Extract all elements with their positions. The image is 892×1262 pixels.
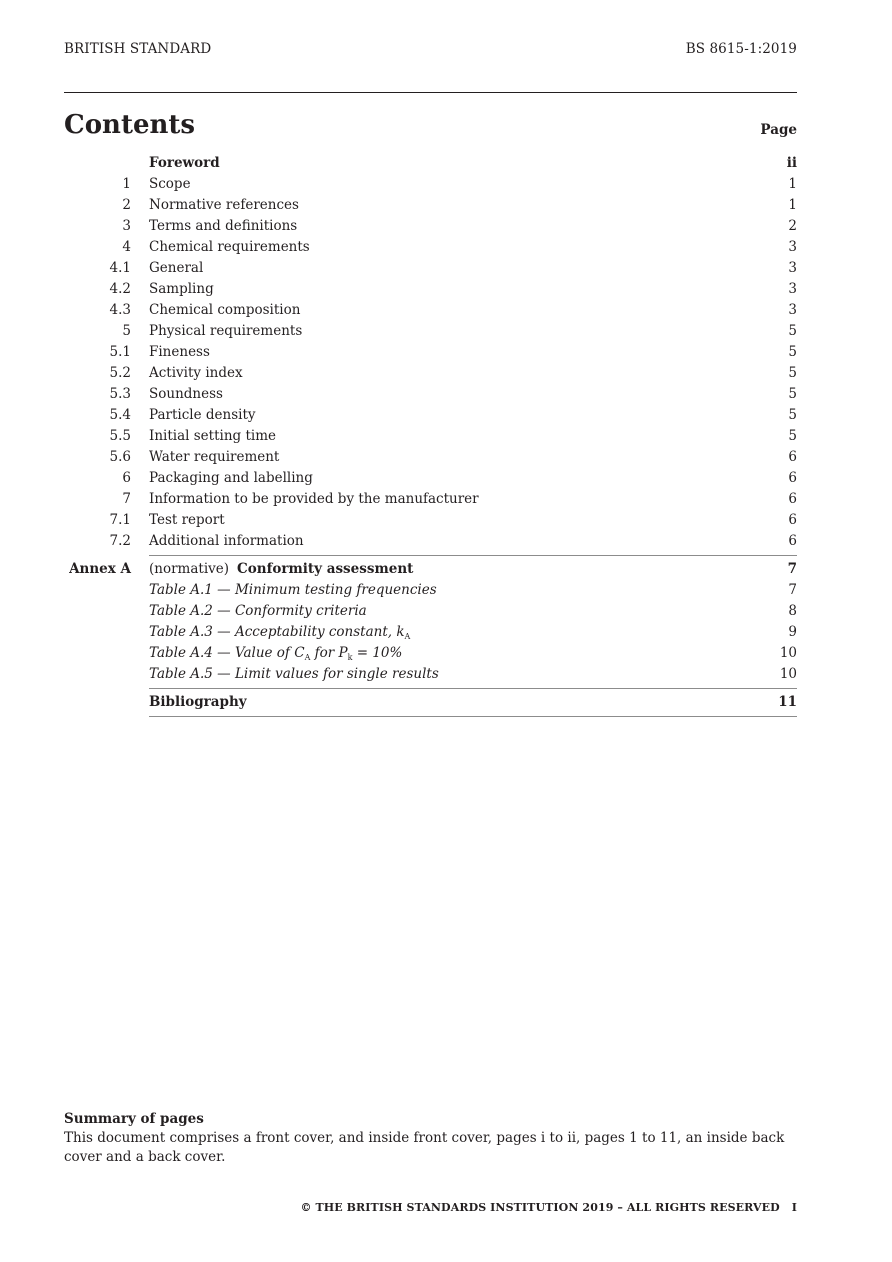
summary-text: This document comprises a front cover, and inside front cover, pages i to ii, pages 1 to 11, an inside back cover and a back cover. bbox=[64, 1130, 785, 1165]
toc-table-a5[interactable] bbox=[0, 664, 892, 685]
toc-entry[interactable] bbox=[0, 489, 892, 510]
toc-entry[interactable] bbox=[0, 342, 892, 363]
toc-entry-page: 3 bbox=[788, 239, 797, 255]
toc-entry-label: Initial setting time bbox=[149, 428, 276, 444]
toc-table-page: 8 bbox=[788, 603, 797, 619]
toc-items bbox=[0, 174, 892, 552]
toc-entry-page: 5 bbox=[788, 428, 797, 444]
toc-entry-number: 4.2 bbox=[109, 281, 131, 297]
toc-entry[interactable] bbox=[0, 195, 892, 216]
toc-entry-label: Physical requirements bbox=[149, 323, 303, 339]
toc-entry-number: 3 bbox=[122, 218, 131, 234]
toc-foreword[interactable] bbox=[0, 153, 892, 174]
toc-annex-type: (normative) bbox=[149, 561, 230, 577]
toc-entry-page: 6 bbox=[788, 449, 797, 465]
toc-entry-label: Additional information bbox=[149, 533, 304, 549]
toc-annex-label bbox=[149, 559, 413, 580]
toc-separator bbox=[149, 688, 797, 689]
toc-entry-number: 5.5 bbox=[109, 428, 131, 444]
toc-entry[interactable] bbox=[0, 426, 892, 447]
toc-bibliography-page: 11 bbox=[778, 694, 797, 710]
toc-entry-label: Packaging and labelling bbox=[149, 470, 313, 486]
toc-entry[interactable] bbox=[0, 405, 892, 426]
toc-entry-number: 5.1 bbox=[109, 344, 131, 360]
toc-entry[interactable] bbox=[0, 300, 892, 321]
toc-annex-title: Conformity assessment bbox=[237, 561, 414, 577]
toc-entry-label: Information to be provided by the manufacturer bbox=[149, 491, 479, 507]
toc-foreword-page: ii bbox=[786, 155, 797, 171]
toc-entry-page: 3 bbox=[788, 302, 797, 318]
toc-table-label: Table A.4 — Value of $C_A$ for $P_k = 10\%$ bbox=[149, 645, 403, 662]
toc-entry-page: 5 bbox=[788, 344, 797, 360]
toc-entry-label: Terms and definitions bbox=[149, 218, 298, 234]
toc-bibliography-label: Bibliography bbox=[149, 694, 247, 710]
running-header-right: BS 8615-1:2019 bbox=[685, 41, 797, 57]
running-header-left: BRITISH STANDARD bbox=[64, 41, 212, 57]
toc-entry[interactable] bbox=[0, 468, 892, 489]
toc-entry-page: 5 bbox=[788, 365, 797, 381]
toc-entry-page: 5 bbox=[788, 323, 797, 339]
toc-entry-page: 6 bbox=[788, 491, 797, 507]
toc-entry-number: 6 bbox=[122, 470, 131, 486]
toc-entry-page: 1 bbox=[788, 176, 797, 192]
toc-entry-label: Activity index bbox=[149, 365, 243, 381]
toc-entry-label: Water requirement bbox=[149, 449, 280, 465]
toc-entry-label: Chemical requirements bbox=[149, 239, 310, 255]
toc-entry[interactable] bbox=[0, 384, 892, 405]
toc-entry[interactable] bbox=[0, 321, 892, 342]
toc-bibliography[interactable] bbox=[0, 692, 892, 713]
page-column-label: Page bbox=[760, 122, 797, 138]
toc-annex-number: Annex A bbox=[69, 561, 131, 577]
toc-entry-number: 5 bbox=[122, 323, 131, 339]
toc-entry-number: 5.4 bbox=[109, 407, 131, 423]
toc-entry-number: 7 bbox=[122, 491, 131, 507]
toc-entry-page: 3 bbox=[788, 281, 797, 297]
toc-entry-number: 4 bbox=[122, 239, 131, 255]
toc-entry-label: Particle density bbox=[149, 407, 256, 423]
header-rule bbox=[64, 92, 797, 93]
toc-entry-number: 4.3 bbox=[109, 302, 131, 318]
toc-entry-number: 7.2 bbox=[109, 533, 131, 549]
toc-entry-number: 5.6 bbox=[109, 449, 131, 465]
toc-entry-number: 7.1 bbox=[109, 512, 131, 528]
toc-entry[interactable] bbox=[0, 258, 892, 279]
toc-entry[interactable] bbox=[0, 531, 892, 552]
toc-table-a4[interactable] bbox=[0, 643, 892, 664]
toc-entry[interactable] bbox=[0, 216, 892, 237]
toc-table-page: 7 bbox=[788, 582, 797, 598]
toc-table-label: Table A.3 — Acceptability constant, $k_A$ bbox=[149, 624, 411, 641]
toc-entry-page: 5 bbox=[788, 407, 797, 423]
page-title: Contents bbox=[64, 110, 196, 140]
toc-entry-number: 5.2 bbox=[109, 365, 131, 381]
toc-separator bbox=[149, 716, 797, 717]
toc-entry-label: Normative references bbox=[149, 197, 299, 213]
toc-entry-label: Test report bbox=[149, 512, 225, 528]
toc-entry-number: 5.3 bbox=[109, 386, 131, 402]
toc-entry-page: 2 bbox=[788, 218, 797, 234]
toc-entry-page: 6 bbox=[788, 470, 797, 486]
toc-annex-page: 7 bbox=[787, 561, 797, 577]
toc-entry-page: 5 bbox=[788, 386, 797, 402]
toc-table-page: 9 bbox=[788, 624, 797, 640]
toc-entry[interactable] bbox=[0, 279, 892, 300]
toc-entry-page: 6 bbox=[788, 512, 797, 528]
toc-table-page: 10 bbox=[779, 645, 797, 661]
toc-entry[interactable] bbox=[0, 447, 892, 468]
toc-entry-label: Soundness bbox=[149, 386, 223, 402]
summary-of-pages bbox=[64, 1110, 804, 1167]
toc-table-a1[interactable] bbox=[0, 580, 892, 601]
toc-entry[interactable] bbox=[0, 174, 892, 195]
toc-entry-page: 3 bbox=[788, 260, 797, 276]
toc-table-a3[interactable] bbox=[0, 622, 892, 643]
page-number: I bbox=[791, 1201, 797, 1214]
table-of-contents bbox=[0, 153, 892, 717]
toc-table-label: Table A.5 — Limit values for single results bbox=[149, 666, 439, 682]
toc-annex-a[interactable] bbox=[0, 559, 892, 580]
toc-entry-page: 6 bbox=[788, 533, 797, 549]
toc-entry-label: Chemical composition bbox=[149, 302, 301, 318]
summary-title: Summary of pages bbox=[64, 1111, 204, 1127]
toc-entry-label: Scope bbox=[149, 176, 191, 192]
toc-table-a2[interactable] bbox=[0, 601, 892, 622]
toc-entry-number: 2 bbox=[122, 197, 131, 213]
toc-separator bbox=[149, 555, 797, 556]
toc-entry-label: Fineness bbox=[149, 344, 210, 360]
toc-table-label: Table A.1 — Minimum testing frequencies bbox=[149, 582, 437, 598]
toc-entry-label: General bbox=[149, 260, 204, 276]
toc-entry-number: 4.1 bbox=[109, 260, 131, 276]
toc-table-page: 10 bbox=[779, 666, 797, 682]
copyright-notice: © THE BRITISH STANDARDS INSTITUTION 2019 – ALL RIGHTS RESERVED bbox=[300, 1201, 780, 1214]
toc-entry-page: 1 bbox=[788, 197, 797, 213]
toc-entry[interactable] bbox=[0, 237, 892, 258]
toc-entry[interactable] bbox=[0, 363, 892, 384]
toc-entry[interactable] bbox=[0, 510, 892, 531]
toc-foreword-label: Foreword bbox=[149, 155, 220, 171]
page-footer bbox=[300, 1201, 797, 1214]
toc-entry-number: 1 bbox=[122, 176, 131, 192]
toc-entry-label: Sampling bbox=[149, 281, 214, 297]
toc-table-label: Table A.2 — Conformity criteria bbox=[149, 603, 367, 619]
